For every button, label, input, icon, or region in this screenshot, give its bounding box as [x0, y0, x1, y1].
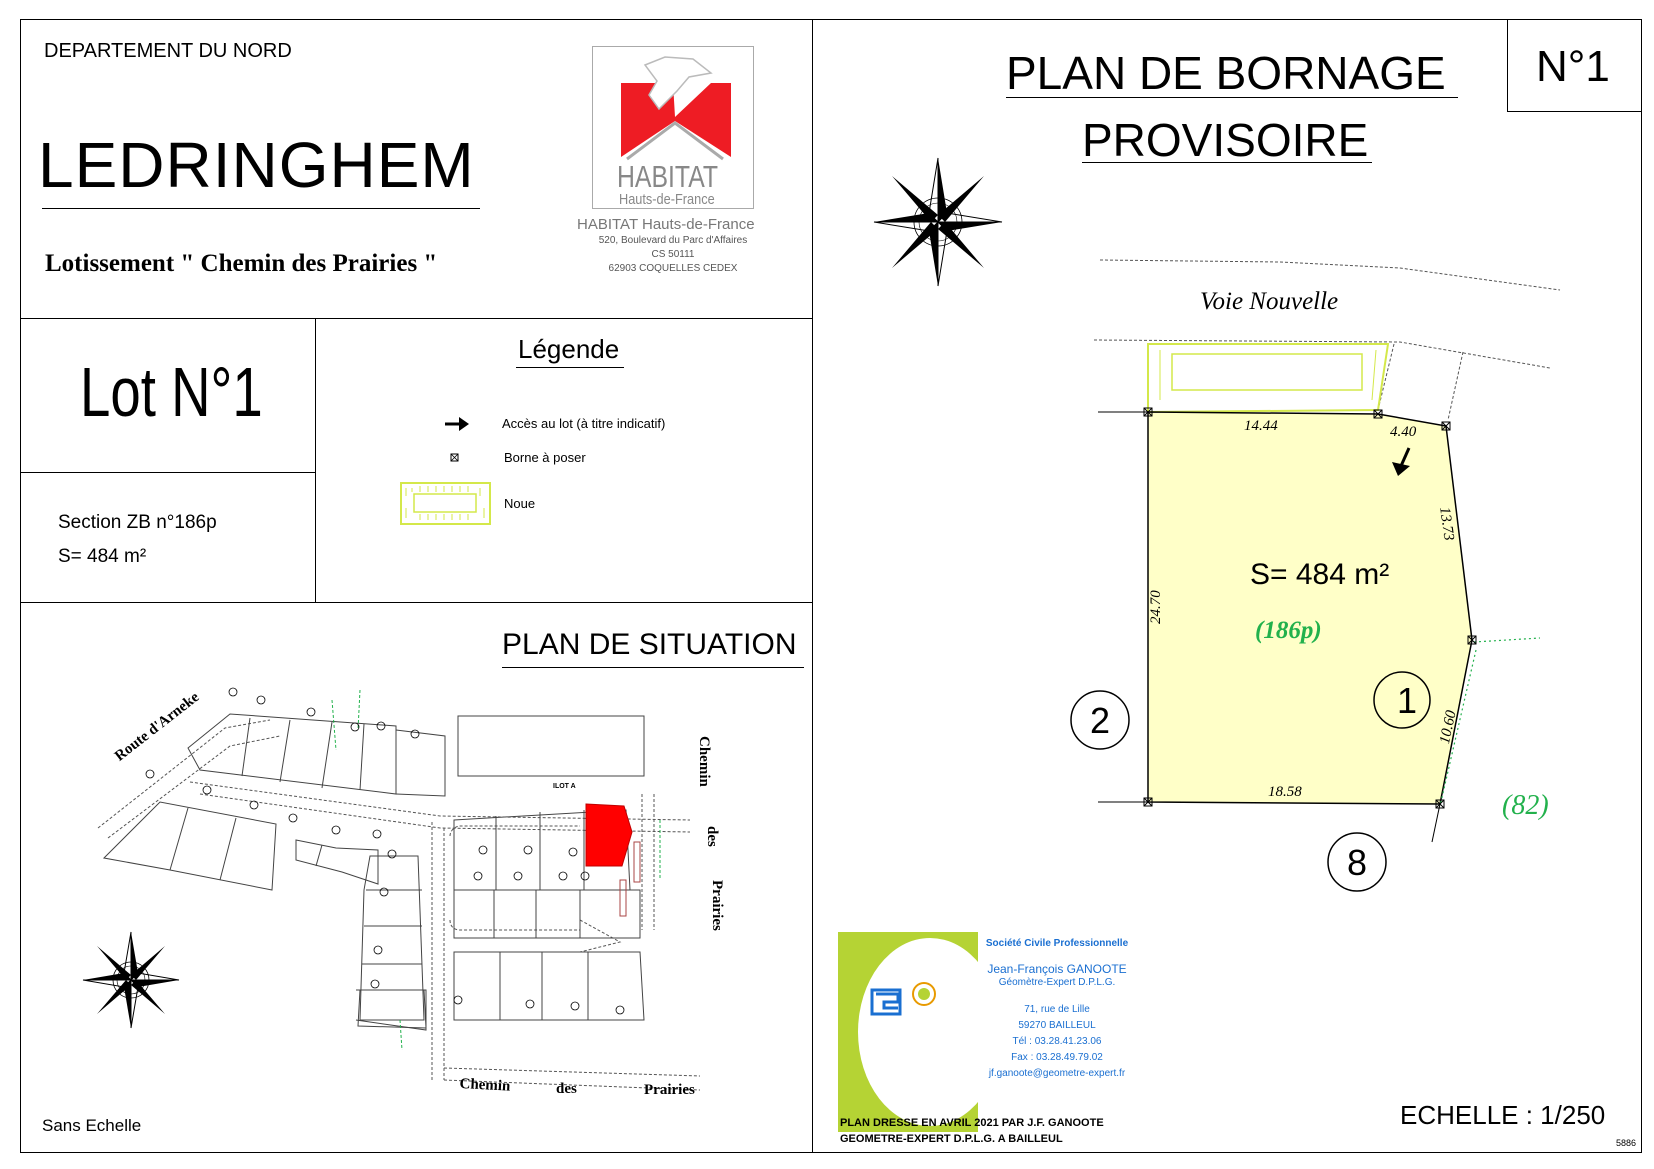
chemin-right-label-2: des — [704, 826, 720, 847]
habitat-logo-word: HABITAT — [617, 159, 719, 194]
ganoote-email[interactable]: jf.ganoote@geometre-expert.fr — [988, 1068, 1126, 1079]
compass-small-icon — [76, 925, 186, 1035]
sans-echelle-label: Sans Echelle — [42, 1116, 142, 1135]
ilot-label: ILOT A — [553, 783, 576, 790]
legend-underline — [516, 367, 624, 368]
town-underline — [42, 208, 480, 209]
legend-label-borne: Borne à poser — [504, 450, 586, 465]
legend-title: Légende — [518, 334, 620, 364]
bornage-title: PLAN DE BORNAGE — [1006, 47, 1446, 99]
department-label: DEPARTEMENT DU NORD — [44, 40, 292, 62]
situation-underline — [502, 667, 804, 668]
parcel-ref-label: (186p) — [1255, 617, 1322, 644]
ganoote-logo-icon — [838, 932, 978, 1132]
dim-right-upper: 13.73 — [1436, 506, 1457, 542]
chemin-bottom-label-2: des — [556, 1081, 577, 1097]
habitat-logo — [592, 46, 754, 209]
geometre-label: GEOMETRE-EXPERT D.P.L.G. A BAILLEUL — [840, 1133, 1063, 1145]
ganoote-line-6: Tél : 03.28.41.23.06 — [1012, 1036, 1102, 1047]
borne-icon — [450, 453, 460, 463]
town-title: LEDRINGHEM — [38, 129, 475, 201]
road-arneke-label: Route d'Arneke — [112, 689, 203, 765]
dim-top-right: 4.40 — [1390, 424, 1417, 440]
dresse-label: PLAN DRESSE EN AVRIL 2021 PAR J.F. GANOOTE — [840, 1117, 1104, 1129]
numero-label: N°1 — [1536, 42, 1610, 91]
habitat-logo-sub: Hauts-de-France — [619, 191, 715, 208]
lot-legend-divider — [315, 318, 316, 602]
habitat-address-1: 520, Boulevard du Parc d'Affaires — [598, 235, 748, 246]
center-divider — [812, 19, 813, 1153]
lotissement-title: Lotissement " Chemin des Prairies " — [45, 250, 438, 277]
surface-label: S= 484 m² — [58, 546, 147, 567]
lot-number-circle-label: 1 — [1396, 680, 1418, 721]
compass-large-icon — [868, 152, 1008, 292]
voie-nouvelle-label: Voie Nouvelle — [1200, 288, 1339, 315]
legend-divider — [20, 602, 812, 603]
section-label: Section ZB n°186p — [58, 512, 217, 533]
lot-title: Lot N°1 — [80, 353, 263, 431]
ganoote-line-1: Société Civile Professionnelle — [985, 938, 1129, 949]
habitat-address-3: 62903 COQUELLES CEDEX — [608, 263, 738, 274]
chemin-bottom-label-3: Prairies — [644, 1082, 695, 1098]
noue-area — [1148, 344, 1388, 412]
situation-title: PLAN DE SITUATION — [502, 628, 797, 661]
parcel-surface-label: S= 484 m² — [1250, 558, 1390, 591]
bornage-subtitle: PROVISOIRE — [1082, 114, 1369, 166]
neighbor-ref-label: (82) — [1502, 790, 1549, 821]
lot-section-divider — [20, 472, 315, 473]
echelle-label: ECHELLE : 1/250 — [1400, 1100, 1606, 1130]
dim-bottom: 18.58 — [1268, 784, 1302, 800]
ganoote-line-4: 71, rue de Lille — [1024, 1004, 1090, 1015]
legend-label-noue: Noue — [504, 496, 536, 511]
ganoote-line-3: Géomètre-Expert D.P.L.G. — [998, 977, 1116, 988]
neighbor-bottom-label: 8 — [1346, 842, 1368, 883]
highlighted-lot — [586, 804, 632, 866]
dim-left: 24.70 — [1148, 590, 1164, 624]
header-divider — [20, 318, 812, 319]
chemin-right-label-3: Prairies — [709, 880, 725, 931]
situation-map — [40, 690, 780, 1110]
dim-top-left: 14.44 — [1244, 418, 1278, 434]
provisoire-underline — [1082, 162, 1372, 163]
arrow-icon — [443, 416, 473, 432]
chemin-bottom-label-1: Chemin — [459, 1076, 511, 1095]
ganoote-line-5: 59270 BAILLEUL — [1018, 1020, 1096, 1031]
noue-icon — [400, 482, 492, 526]
neighbor-left-label: 2 — [1089, 700, 1111, 741]
bornage-underline — [1006, 97, 1458, 98]
chemin-right-label-1: Chemin — [696, 736, 712, 787]
ganoote-line-7: Fax : 03.28.49.79.02 — [1011, 1052, 1103, 1063]
habitat-name: HABITAT Hauts-de-France — [577, 216, 755, 233]
legend-label-acces: Accès au lot (à titre indicatif) — [502, 416, 666, 431]
plan-code-label: 5886 — [1616, 1138, 1637, 1148]
dim-right-lower: 10.60 — [1437, 708, 1460, 746]
parcel-lot-1 — [1148, 412, 1472, 804]
ganoote-line-2: Jean-François GANOOTE — [987, 962, 1127, 976]
habitat-address-2: CS 50111 — [651, 249, 695, 260]
